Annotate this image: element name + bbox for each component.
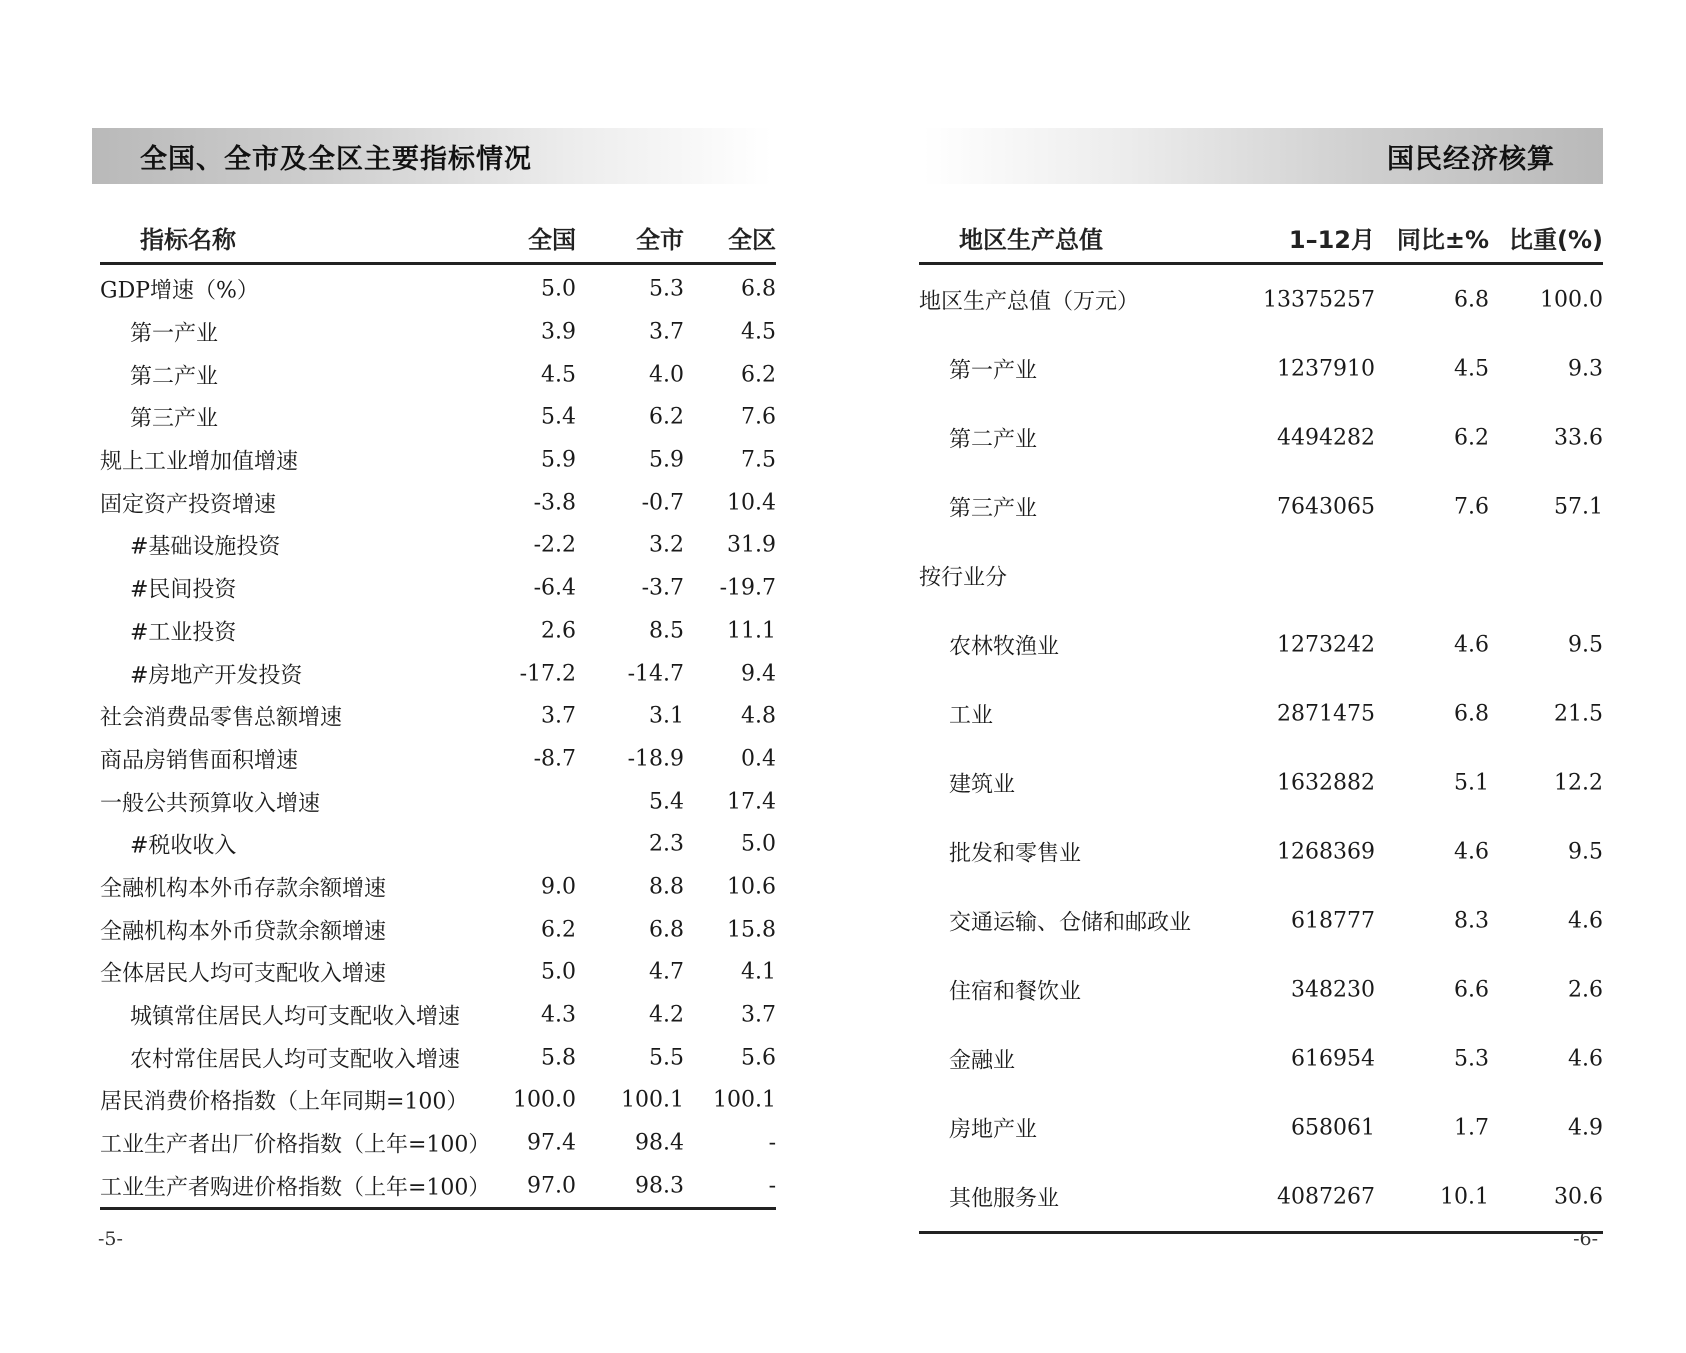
cell-c2: 6.8 <box>1454 287 1489 312</box>
cell-c1: 9.0 <box>541 874 576 900</box>
cell-c1: 618777 <box>1291 908 1375 933</box>
cell-c3: 9.5 <box>1568 839 1603 864</box>
table-row <box>100 311 776 354</box>
cell-c2: 4.7 <box>649 959 684 985</box>
table-row <box>100 567 776 610</box>
table-body <box>919 265 1603 1231</box>
table-row <box>919 472 1603 541</box>
table-row <box>919 1162 1603 1231</box>
cell-c1: -8.7 <box>533 746 576 772</box>
row-label: 房地产业 <box>949 1117 1038 1142</box>
cell-c2: 10.1 <box>1440 1184 1489 1209</box>
table-row <box>919 1024 1603 1093</box>
cell-c3: -19.7 <box>719 575 776 601</box>
cell-c1: 5.0 <box>541 959 576 985</box>
table-row <box>100 866 776 909</box>
cell-c2: -18.9 <box>627 746 684 772</box>
cell-c2: 8.8 <box>649 874 684 900</box>
cell-c3: 3.7 <box>741 1002 776 1028</box>
cell-c1: 3.7 <box>541 703 576 729</box>
cell-c3: 2.6 <box>1568 977 1603 1002</box>
cell-c2: 3.7 <box>649 319 684 345</box>
table-row <box>100 823 776 866</box>
cell-c1: 4494282 <box>1277 425 1375 450</box>
cell-c3: 31.9 <box>727 532 776 558</box>
header-yoy: 同比±% <box>1396 226 1489 254</box>
cell-c3: 4.6 <box>1568 1046 1603 1071</box>
cell-c1: 4.3 <box>541 1002 576 1028</box>
cell-c2: -3.7 <box>641 575 684 601</box>
cell-c2: 100.1 <box>621 1087 684 1113</box>
cell-c3: 5.6 <box>741 1045 776 1071</box>
cell-c3: 6.8 <box>741 276 776 302</box>
cell-c3: 4.5 <box>741 319 776 345</box>
cell-c1: 5.0 <box>541 276 576 302</box>
cell-c3: 30.6 <box>1554 1184 1603 1209</box>
cell-c3: 17.4 <box>727 789 776 815</box>
table-row <box>100 951 776 994</box>
cell-c3: 11.1 <box>727 618 776 644</box>
row-label: 一般公共预算收入增速 <box>100 791 321 817</box>
page-number: -6- <box>1573 1228 1598 1250</box>
row-label: 农林牧渔业 <box>949 634 1060 659</box>
row-label: 城镇常住居民人均可支配收入增速 <box>130 1004 461 1030</box>
row-label: #民间投资 <box>130 577 237 603</box>
table-row <box>100 1122 776 1165</box>
cell-c2: 5.3 <box>1454 1046 1489 1071</box>
cell-c3: 6.2 <box>741 362 776 388</box>
header-gdp: 地区生产总值 <box>959 226 1103 254</box>
row-label: 按行业分 <box>919 565 1008 590</box>
cell-c3: - <box>768 1130 776 1156</box>
cell-c3: 7.6 <box>741 404 776 430</box>
row-label: 全融机构本外币存款余额增速 <box>100 876 387 902</box>
cell-c3: 10.6 <box>727 874 776 900</box>
row-label: 工业生产者购进价格指数（上年=100） <box>100 1175 491 1201</box>
table-row <box>100 268 776 311</box>
row-label: 第一产业 <box>949 358 1038 383</box>
cell-c3: 100.0 <box>1540 287 1603 312</box>
row-label: #工业投资 <box>130 620 237 646</box>
header-city: 全市 <box>636 226 684 254</box>
row-label: #基础设施投资 <box>130 534 281 560</box>
header-period: 1–12月 <box>1288 226 1375 254</box>
table-row <box>100 652 776 695</box>
cell-c3: 33.6 <box>1554 425 1603 450</box>
cell-c1: 5.8 <box>541 1045 576 1071</box>
row-label: 农村常住居民人均可支配收入增速 <box>130 1047 461 1073</box>
cell-c1: -17.2 <box>519 661 576 687</box>
table-row <box>100 610 776 653</box>
cell-c2: 3.2 <box>649 532 684 558</box>
cell-c2: 5.3 <box>649 276 684 302</box>
cell-c1: 616954 <box>1291 1046 1375 1071</box>
table-row <box>919 541 1603 610</box>
row-label: 工业 <box>949 703 994 728</box>
cell-c3: 5.0 <box>741 831 776 857</box>
row-label: 第三产业 <box>949 496 1038 521</box>
cell-c2: 4.5 <box>1454 356 1489 381</box>
cell-c2: 4.2 <box>649 1002 684 1028</box>
cell-c2: 7.6 <box>1454 494 1489 519</box>
cell-c2: 3.1 <box>649 703 684 729</box>
table-bottom-rule <box>919 1231 1603 1234</box>
cell-c2: 4.6 <box>1454 632 1489 657</box>
row-label: 规上工业增加值增速 <box>100 449 299 475</box>
cell-c1: 1237910 <box>1277 356 1375 381</box>
header-district: 全区 <box>728 226 776 254</box>
cell-c3: 4.1 <box>741 959 776 985</box>
cell-c2: 4.0 <box>649 362 684 388</box>
cell-c3: 9.4 <box>741 661 776 687</box>
cell-c3: 7.5 <box>741 447 776 473</box>
cell-c2: 6.8 <box>649 917 684 943</box>
cell-c1: 97.0 <box>527 1173 576 1199</box>
cell-c3: 4.6 <box>1568 908 1603 933</box>
row-label: 社会消费品零售总额增速 <box>100 705 343 731</box>
table-row <box>100 524 776 567</box>
table-row <box>919 679 1603 748</box>
cell-c1: 348230 <box>1291 977 1375 1002</box>
cell-c1: 658061 <box>1291 1115 1375 1140</box>
cell-c2: 6.8 <box>1454 701 1489 726</box>
cell-c2: 6.2 <box>1454 425 1489 450</box>
cell-c1: 1268369 <box>1277 839 1375 864</box>
right-page <box>843 0 1686 1353</box>
cell-c3: 21.5 <box>1554 701 1603 726</box>
table-bottom-rule <box>100 1207 776 1210</box>
header-share: 比重(%) <box>1509 226 1603 254</box>
cell-c1: 2871475 <box>1277 701 1375 726</box>
national-indicators-table <box>100 212 776 1210</box>
row-label: 住宿和餐饮业 <box>949 979 1082 1004</box>
table-body <box>100 268 776 1207</box>
cell-c1: 3.9 <box>541 319 576 345</box>
cell-c1: 97.4 <box>527 1130 576 1156</box>
row-label: 建筑业 <box>949 772 1016 797</box>
row-label: 第二产业 <box>130 364 219 390</box>
row-label: 全融机构本外币贷款余额增速 <box>100 919 387 945</box>
table-row <box>100 1036 776 1079</box>
cell-c1: 6.2 <box>541 917 576 943</box>
cell-c3: 15.8 <box>727 917 776 943</box>
cell-c3: 100.1 <box>713 1087 776 1113</box>
cell-c2: 6.6 <box>1454 977 1489 1002</box>
cell-c3: 9.3 <box>1568 356 1603 381</box>
cell-c2: 5.5 <box>649 1045 684 1071</box>
table-row <box>919 886 1603 955</box>
row-label: 地区生产总值（万元） <box>919 289 1140 314</box>
table-row <box>100 439 776 482</box>
cell-c1: -2.2 <box>533 532 576 558</box>
right-banner-title: 国民经济核算 <box>1387 143 1555 175</box>
row-label: 金融业 <box>949 1048 1016 1073</box>
table-row <box>100 780 776 823</box>
row-label: 第二产业 <box>949 427 1038 452</box>
cell-c1: -6.4 <box>533 575 576 601</box>
cell-c1: 5.4 <box>541 404 576 430</box>
table-row <box>100 738 776 781</box>
table-row <box>919 265 1603 334</box>
cell-c2: 2.3 <box>649 831 684 857</box>
table-row <box>919 748 1603 817</box>
cell-c3: 4.9 <box>1568 1115 1603 1140</box>
left-banner <box>92 128 772 184</box>
row-label: 第一产业 <box>130 321 219 347</box>
gdp-table <box>919 212 1603 1234</box>
cell-c1: 1632882 <box>1277 770 1375 795</box>
cell-c2: 8.5 <box>649 618 684 644</box>
table-row <box>919 334 1603 403</box>
cell-c1: 4.5 <box>541 362 576 388</box>
right-banner <box>923 128 1603 184</box>
table-header <box>100 212 776 265</box>
page-number: -5- <box>98 1228 123 1250</box>
table-row <box>100 396 776 439</box>
row-label: 固定资产投资增速 <box>100 492 277 518</box>
table-row <box>919 610 1603 679</box>
cell-c1: -3.8 <box>533 490 576 516</box>
cell-c2: 4.6 <box>1454 839 1489 864</box>
table-row <box>919 403 1603 472</box>
table-row <box>100 994 776 1037</box>
table-row <box>100 908 776 951</box>
row-label: #房地产开发投资 <box>130 663 303 689</box>
cell-c3: 12.2 <box>1554 770 1603 795</box>
header-indicator-name: 指标名称 <box>140 226 236 254</box>
cell-c3: 57.1 <box>1554 494 1603 519</box>
cell-c3: - <box>768 1173 776 1199</box>
table-row <box>919 1093 1603 1162</box>
table-row <box>100 695 776 738</box>
table-row <box>100 1164 776 1207</box>
cell-c2: 98.4 <box>635 1130 684 1156</box>
cell-c1: 5.9 <box>541 447 576 473</box>
row-label: 工业生产者出厂价格指数（上年=100） <box>100 1132 491 1158</box>
cell-c2: 8.3 <box>1454 908 1489 933</box>
row-label: #税收收入 <box>130 833 237 859</box>
cell-c2: 6.2 <box>649 404 684 430</box>
row-label: 其他服务业 <box>949 1186 1060 1211</box>
row-label: 批发和零售业 <box>949 841 1082 866</box>
row-label: 居民消费价格指数（上年同期=100） <box>100 1089 469 1115</box>
table-row <box>100 353 776 396</box>
cell-c3: 4.8 <box>741 703 776 729</box>
row-label: 第三产业 <box>130 406 219 432</box>
row-label: 商品房销售面积增速 <box>100 748 299 774</box>
cell-c2: -14.7 <box>627 661 684 687</box>
cell-c3: 0.4 <box>741 746 776 772</box>
cell-c2: 5.9 <box>649 447 684 473</box>
left-banner-title: 全国、全市及全区主要指标情况 <box>140 143 532 175</box>
cell-c1: 1273242 <box>1277 632 1375 657</box>
row-label: GDP增速（%） <box>100 278 259 304</box>
cell-c1: 4087267 <box>1277 1184 1375 1209</box>
cell-c1: 13375257 <box>1263 287 1375 312</box>
table-row <box>100 481 776 524</box>
table-row <box>100 1079 776 1122</box>
cell-c2: 5.1 <box>1454 770 1489 795</box>
table-row <box>919 955 1603 1024</box>
cell-c2: 5.4 <box>649 789 684 815</box>
cell-c3: 9.5 <box>1568 632 1603 657</box>
cell-c3: 10.4 <box>727 490 776 516</box>
cell-c2: -0.7 <box>641 490 684 516</box>
cell-c1: 2.6 <box>541 618 576 644</box>
row-label: 交通运输、仓储和邮政业 <box>949 910 1192 935</box>
cell-c1: 7643065 <box>1277 494 1375 519</box>
header-national: 全国 <box>528 226 576 254</box>
cell-c2: 1.7 <box>1454 1115 1489 1140</box>
cell-c1: 100.0 <box>513 1087 576 1113</box>
row-label: 全体居民人均可支配收入增速 <box>100 961 387 987</box>
cell-c2: 98.3 <box>635 1173 684 1199</box>
table-header <box>919 212 1603 265</box>
table-row <box>919 817 1603 886</box>
